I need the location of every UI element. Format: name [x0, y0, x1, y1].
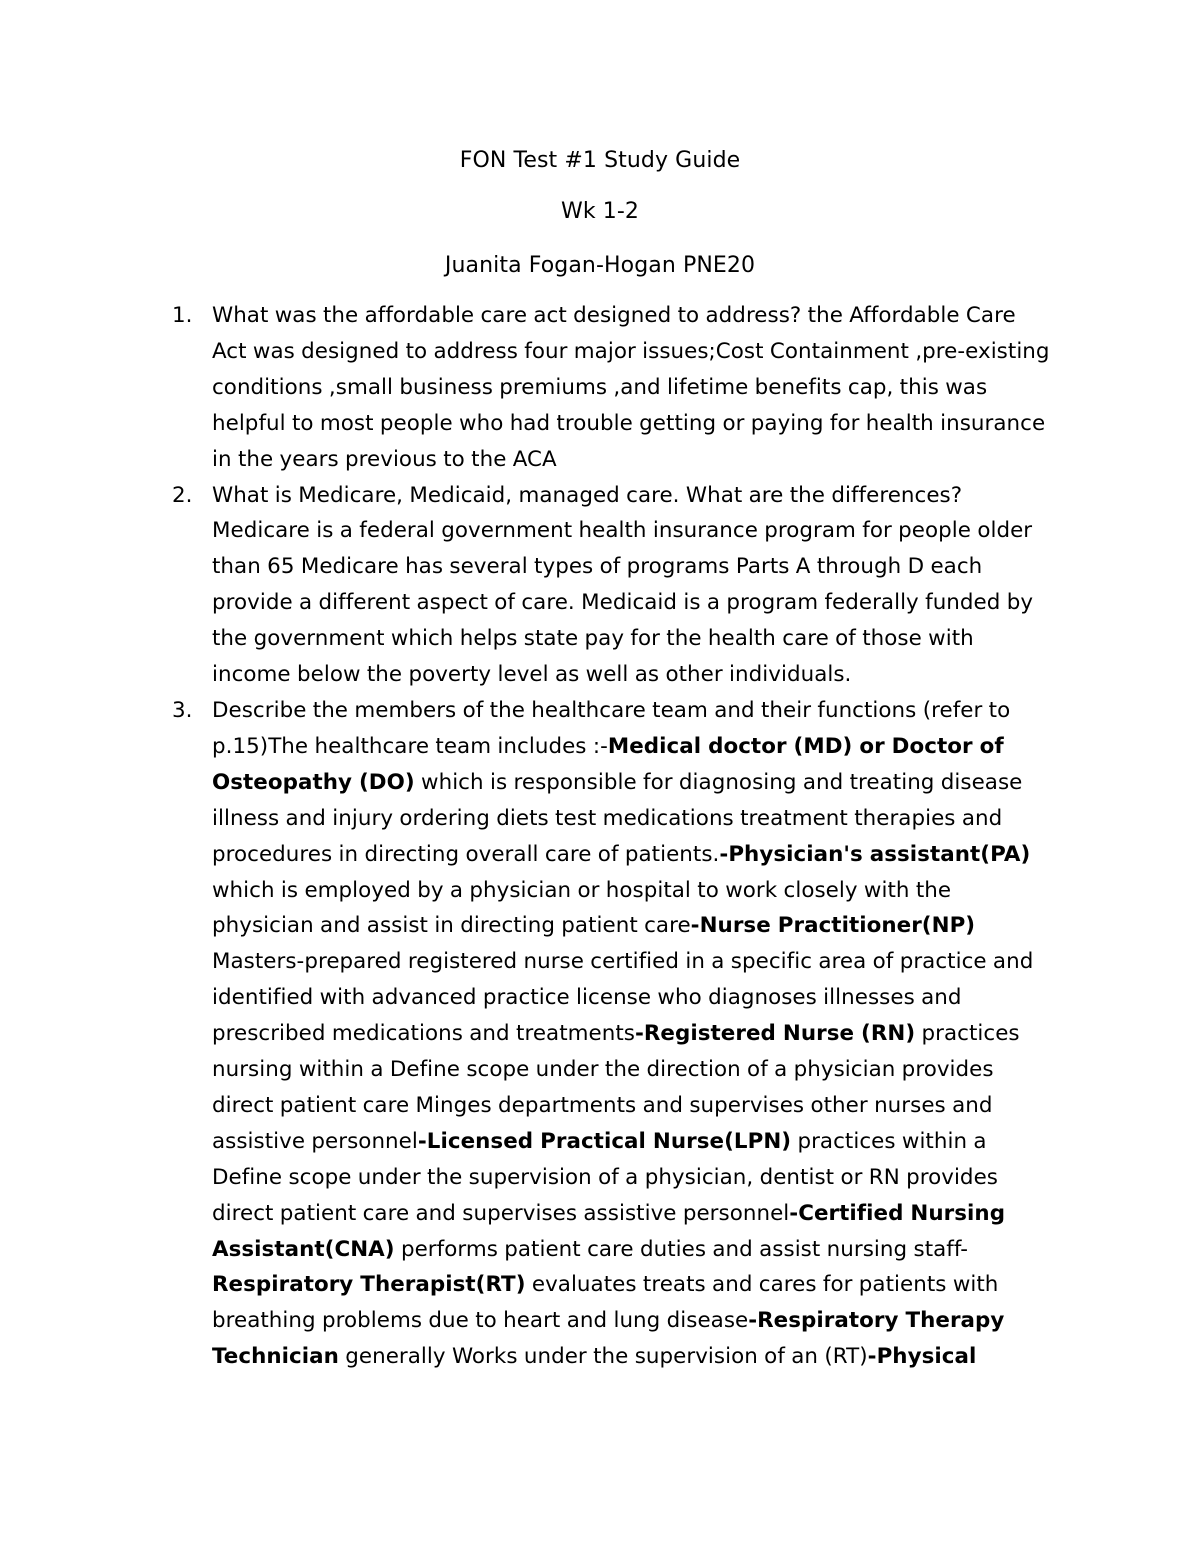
document-title: FON Test #1 Study Guide [459, 148, 741, 173]
text-segment: which is responsible for diagnosing and treating disease illness and injury ordering diets test medications treatment therapies and procedures in directing overall care of patients. [212, 769, 1023, 867]
text-segment: generally Works under the supervision of an (RT) [338, 1344, 868, 1370]
bold-term: -Registered Nurse (RN) [634, 1021, 916, 1047]
bold-term: -Certified Nursing Assistant(CNA) [212, 1200, 1006, 1262]
text-segment: practices nursing within a Define scope under the direction of a physician provides direct patient care Minges departments and supervises other nurses and assistive personnel [212, 1021, 1020, 1154]
text-segment: performs patient care duties and assist nursing staff- [394, 1236, 969, 1262]
bold-term: -Physician's assistant(PA) [719, 841, 1031, 867]
text-segment: Describe the members of the healthcare team and their functions (refer to p.15)The healthcare team includes :- [212, 697, 1011, 759]
list-number: 1. [172, 303, 193, 328]
bold-term: -Respiratory Therapy Technician [212, 1308, 1005, 1370]
bold-term: Respiratory Therapist(RT) [212, 1272, 526, 1298]
bold-term: -Physical [867, 1344, 977, 1370]
question-item-2 [172, 478, 1052, 693]
question-text [212, 698, 1033, 1369]
bold-term: -Nurse Practitioner(NP) [690, 913, 976, 939]
question-text: What was the affordable care act designed to address? the Affordable Care Act was designed to address four major issues;Cost Containment ,pre-existing conditions ,small business premiums ,and lifetime benefits cap, this was helpful to most people who had trouble getting or paying for health insurance in the years previous to the ACA [212, 303, 1050, 472]
text-segment: evaluates treats and cares for patients with breathing problems due to heart and lung disease [212, 1272, 999, 1334]
bold-term: Medical doctor (MD) or Doctor of Osteopathy (DO) [212, 733, 1004, 795]
text-segment: which is employed by a physician or hospital to work closely with the physician and assist in directing patient care [212, 877, 952, 939]
question-text: What is Medicare, Medicaid, managed care. What are the differences? Medicare is a federal government health insurance program for people older than 65 Medicare has several types of programs Parts A through D each provide a different aspect of care. Medicaid is a program federally funded by the government which helps state pay for the health care of those with income below the poverty level as well as other individuals. [212, 482, 1034, 688]
list-number: 2. [172, 482, 193, 508]
question-list [172, 298, 1052, 1375]
question-item-1 [172, 298, 1052, 478]
text-segment: practices within a Define scope under the supervision of a physician, dentist or RN provides direct patient care and supervises assistive personnel [212, 1128, 998, 1226]
list-number: 3. [172, 697, 193, 723]
document-author: Juanita Fogan-Hogan PNE20 [444, 253, 756, 278]
bold-term: -Licensed Practical Nurse(LPN) [417, 1128, 792, 1154]
document-subtitle: Wk 1-2 [560, 199, 640, 224]
question-item-3 [172, 693, 1052, 1375]
text-segment: Masters-prepared registered nurse certified in a specific area of practice and identified with advanced practice license who diagnoses illnesses and prescribed medications and treatments [212, 949, 1034, 1047]
